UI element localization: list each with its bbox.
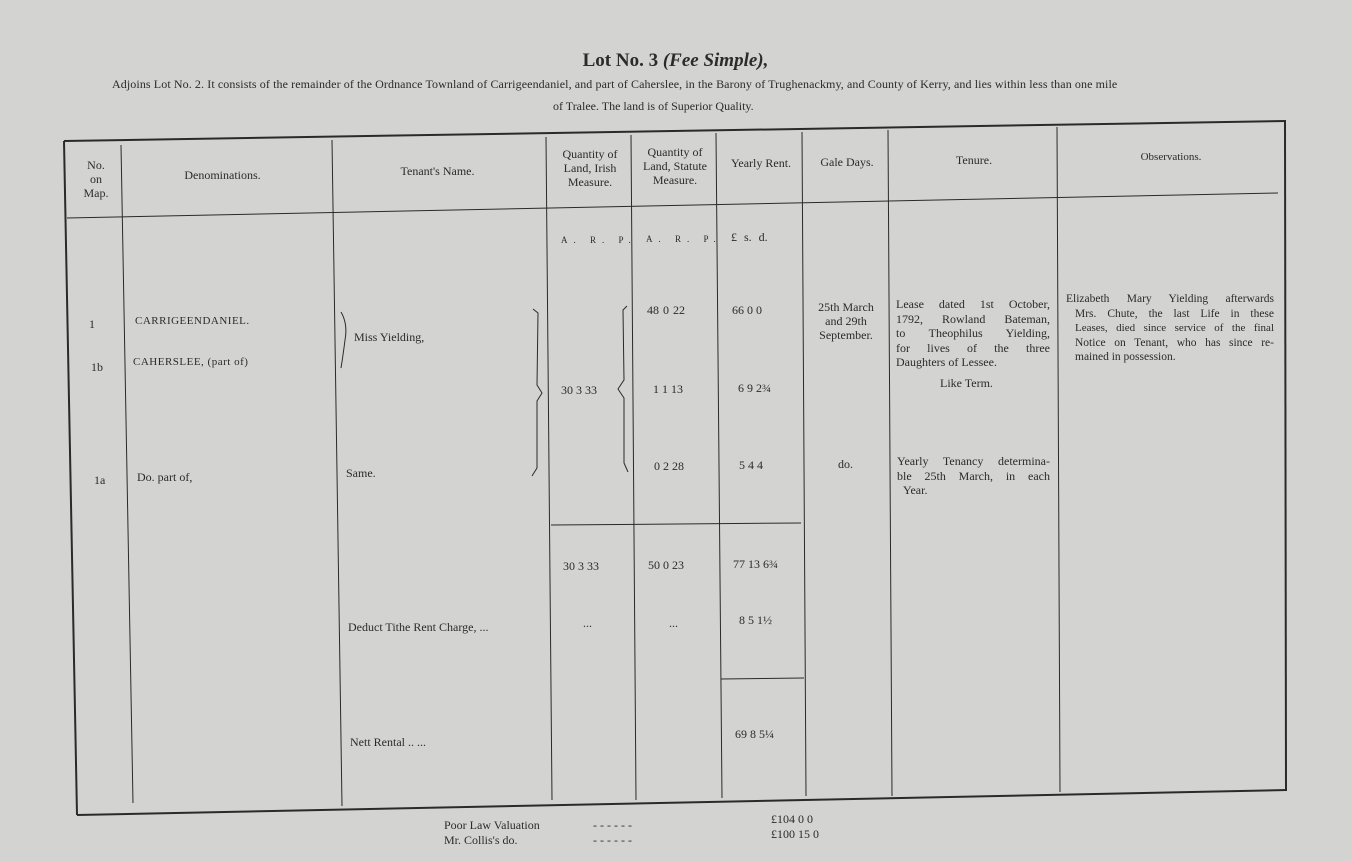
subheader-lsd: £ s. d. xyxy=(731,230,768,244)
footer-collis-label: Mr. Collis's do. xyxy=(444,833,518,847)
header-observations: Observations. xyxy=(1140,151,1202,163)
header-tenants-name: Tenant's Name. xyxy=(400,164,475,178)
nett-rental-label: Nett Rental .. ... xyxy=(350,735,426,749)
footer-collis-dashes: - - - - - - xyxy=(593,833,632,847)
tenure-like-term: Like Term. xyxy=(940,376,993,390)
intro-line-2: of Tralee. The land is of Superior Quality. xyxy=(553,99,754,113)
total-statute: 50 0 23 xyxy=(648,558,684,572)
title-main: Lot No. 3 xyxy=(582,50,659,71)
header-statute-line2: Land, Statute xyxy=(643,159,707,173)
observations-line3: Leases, died since service of the final xyxy=(1075,322,1274,334)
tenure-yearly xyxy=(897,454,1050,498)
gale-days-first xyxy=(806,300,886,342)
observations-line4: Notice on Tenant, who has since re- xyxy=(1075,336,1274,349)
row-1-statute: 48 0 22 xyxy=(647,303,685,317)
intro-line-1: Adjoins Lot No. 2. It consists of the remainder of the Ordnance Townland of Carrigeendaniel, and part of Caherslee, in the Barony of Trughenackmy, and County of Kerry, and lies within less than one mile xyxy=(112,77,1118,91)
deduct-statute: ... xyxy=(669,616,678,630)
tenant-miss-yielding: Miss Yielding, xyxy=(354,330,425,344)
header-map-line: Map. xyxy=(83,186,109,200)
tenure-lease xyxy=(896,297,1050,370)
total-irish: 30 3 33 xyxy=(563,559,599,573)
observations-text xyxy=(1066,292,1274,365)
header-statute-line3: Measure. xyxy=(652,173,698,187)
title-paren: (Fee Simple), xyxy=(662,50,769,71)
row-1a-denomination: Do. part of, xyxy=(137,470,193,484)
header-irish-line3: Measure. xyxy=(567,175,613,189)
row-1a-statute: 0 2 28 xyxy=(654,459,684,473)
tenure-lease-line2: 1792, Rowland Bateman, xyxy=(896,311,1050,326)
header-irish-measure xyxy=(550,147,630,189)
deduct-tithe-label: Deduct Tithe Rent Charge, ... xyxy=(348,620,489,634)
header-on-line: on xyxy=(90,172,102,186)
observations-line1: Elizabeth Mary Yielding afterwards xyxy=(1066,293,1274,305)
header-no-line: No. xyxy=(87,158,105,172)
footer-collis-value: £100 15 0 xyxy=(771,827,819,841)
tenure-yearly-line3: Year. xyxy=(903,483,928,497)
row-1-rent: 66 0 0 xyxy=(732,303,762,317)
tenure-yearly-line2: ble 25th March, in each xyxy=(897,468,1050,483)
tenure-lease-line4: for lives of the three xyxy=(896,340,1050,355)
header-statute-measure xyxy=(633,145,717,187)
gale-line2: and 29th xyxy=(825,314,867,328)
subheader-arp-statute: A. R. P. xyxy=(646,234,722,244)
header-yearly-rent: Yearly Rent. xyxy=(730,156,792,170)
deduct-irish: ... xyxy=(583,616,592,630)
tenure-lease-line5: Daughters of Lessee. xyxy=(896,355,997,369)
tenant-same: Same. xyxy=(346,466,376,480)
row-1b-statute: 1 1 13 xyxy=(653,382,683,396)
tenure-lease-line3: to Theophilus Yielding, xyxy=(896,326,1050,340)
row-1a-map-no: 1a xyxy=(94,473,106,487)
header-denominations: Denominations. xyxy=(184,168,261,182)
footer-poor-law-value: £104 0 0 xyxy=(771,812,813,826)
row-1-denomination: CARRIGEENDANIEL. xyxy=(135,315,250,327)
deduct-rent: 8 5 1½ xyxy=(739,613,772,627)
header-irish-line2: Land, Irish xyxy=(563,161,617,175)
footer-poor-law-label: Poor Law Valuation xyxy=(444,818,540,832)
header-statute-line1: Quantity of xyxy=(647,145,703,159)
observations-line5: mained in possession. xyxy=(1075,351,1176,363)
header-gale-days: Gale Days. xyxy=(820,155,874,169)
header-no-on-map xyxy=(70,158,122,200)
row-1b-denomination: CAHERSLEE, (part of) xyxy=(133,356,249,368)
header-tenure: Tenure. xyxy=(955,153,993,167)
irish-group-quantity: 30 3 33 xyxy=(561,383,597,397)
tenure-yearly-line1: Yearly Tenancy determina- xyxy=(897,454,1050,468)
row-1b-map-no: 1b xyxy=(91,360,103,374)
gale-days-second: do. xyxy=(838,457,853,471)
row-1b-rent: 6 9 2¾ xyxy=(738,381,771,395)
footer-poor-law-dashes: - - - - - - xyxy=(593,818,632,832)
header-irish-line1: Quantity of xyxy=(562,147,618,161)
tenure-lease-line1: Lease dated 1st October, xyxy=(896,297,1050,311)
nett-rental-rent: 69 8 5¼ xyxy=(735,727,774,741)
observations-line2: Mrs. Chute, the last Life in these xyxy=(1075,307,1274,320)
row-1a-rent: 5 4 4 xyxy=(739,458,763,472)
gale-line3: September. xyxy=(819,328,873,342)
subheader-arp-irish: A. R. P. xyxy=(561,235,637,245)
gale-line1: 25th March xyxy=(818,300,874,314)
row-1-map-no: 1 xyxy=(89,317,95,331)
total-rent: 77 13 6¾ xyxy=(733,557,778,571)
